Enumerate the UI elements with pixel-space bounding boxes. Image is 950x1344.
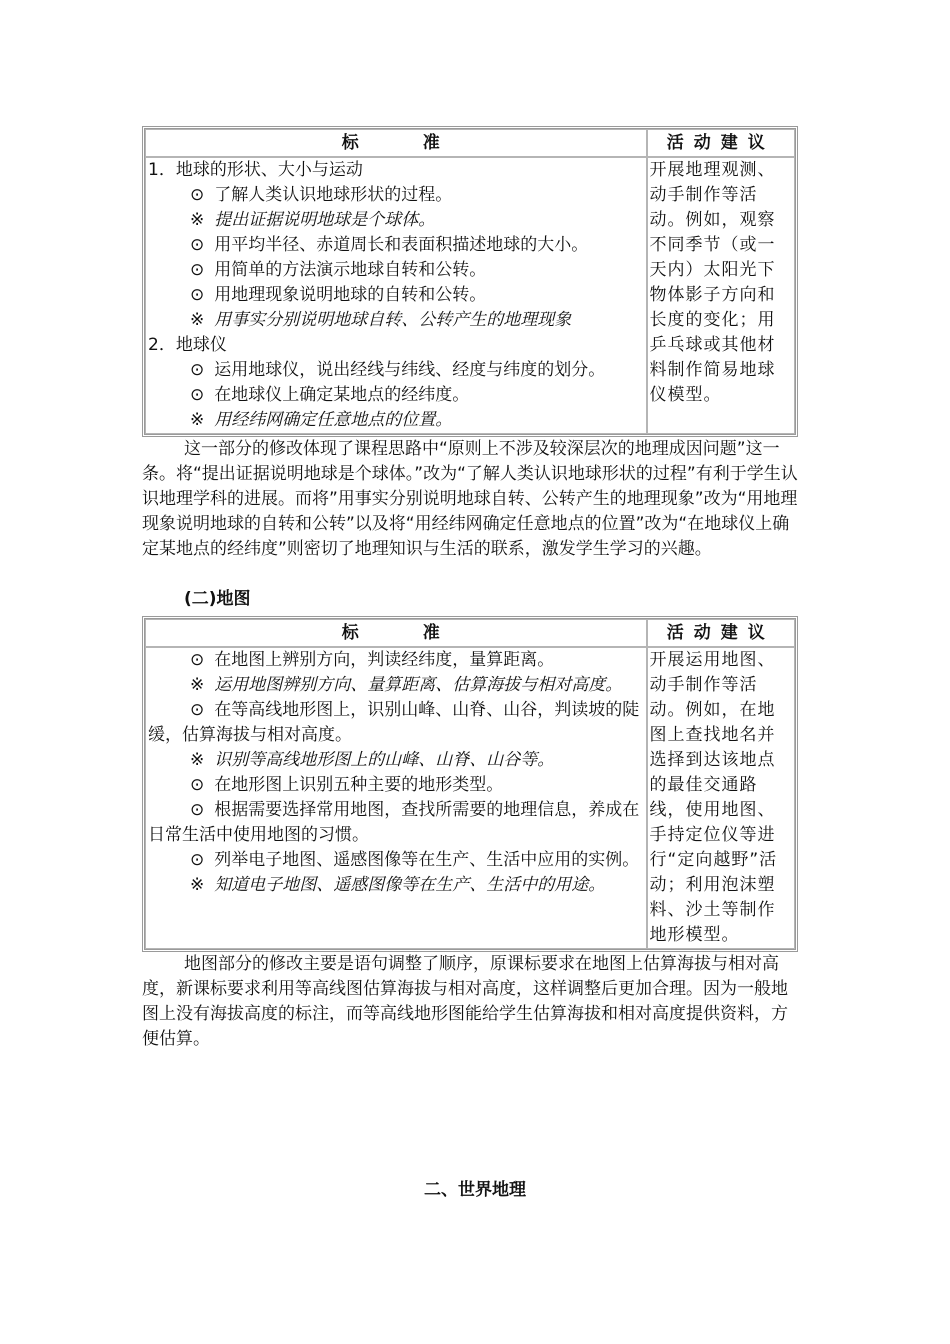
standards-cell bbox=[145, 157, 647, 434]
standard-line: ⊙ 用平均半径、赤道周长和表面积描述地球的大小。 bbox=[190, 235, 589, 255]
standard-line-elective: ※ 用经纬网确定任意地点的位置。 bbox=[190, 410, 453, 430]
header-activity: 活动建议 bbox=[647, 619, 795, 647]
section-title-map: (二)地图 bbox=[184, 589, 251, 609]
header-activity: 活动建议 bbox=[647, 129, 795, 157]
activity-suggestion-cell: 开展运用地图、动手制作等活动。例如，在地图上查找地名并选择到达该地点的最佳交通路线，使用地图、手持定位仪等进行“定向越野”活动；利用泡沫塑料、沙土等制作地形模型。 bbox=[647, 647, 795, 949]
standard-line: ⊙ 在地形图上识别五种主要的地形类型。 bbox=[190, 775, 504, 795]
paragraph-map-revision: 地图部分的修改主要是语句调整了顺序，原课标要求在地图上估算海拔与相对高度，新课标要求利用等高线图估算海拔与相对高度，这样调整后更加合理。因为一般地图上没有海拔高度的标注，而等高线地形图能给学生估算海拔和相对高度提供资料，方便估算。 bbox=[142, 954, 788, 1049]
standard-line-elective: ※ 用事实分别说明地球自转、公转产生的地理现象 bbox=[190, 310, 572, 330]
standard-line: ⊙ 运用地球仪，说出经线与纬线、经度与纬度的划分。 bbox=[190, 360, 606, 380]
activity-suggestion-cell: 开展地理观测、动手制作等活动。例如，观察不同季节（或一天内）太阳光下物体影子方向和长度的变化；用乒乓球或其他材料制作简易地球仪模型。 bbox=[647, 157, 795, 434]
standard-line-elective: ※ 运用地图辨别方向、量算距离、估算海拔与相对高度。 bbox=[190, 675, 623, 695]
document-page bbox=[142, 126, 798, 1052]
standard-line: ⊙ 根据需要选择常用地图，查找所需要的地理信息，养成在日常生活中使用地图的习惯。 bbox=[148, 800, 640, 845]
standard-line: ⊙ 用简单的方法演示地球自转和公转。 bbox=[190, 260, 487, 280]
standard-line-elective: ※ 知道电子地图、遥感图像等在生产、生活中的用途。 bbox=[190, 875, 606, 895]
header-standard: 标 准 bbox=[145, 129, 647, 157]
standard-line-elective: ※ 提出证据说明地球是个球体。 bbox=[190, 210, 436, 230]
standard-line: ⊙ 了解人类认识地球形状的过程。 bbox=[190, 185, 453, 205]
standard-line-elective: ※ 识别等高线地形图上的山峰、山脊、山谷等。 bbox=[190, 750, 555, 770]
paragraph-earth-revision: 这一部分的修改体现了课程思路中“原则上不涉及较深层次的地理成因问题”这一条。将“提出证据说明地球是个球体。”改为“了解人类认识地球形状的过程”有利于学生认识地理学科的进展。而将”用事实分别说明地球自转、公转产生的地理现象”改为“用地理现象说明地球的自转和公转”以及将“用经纬网确定任意地点的位置”改为“在地球仪上确定某地点的经纬度”则密切了地理知识与生活的联系，激发学生学习的兴趣。 bbox=[142, 439, 798, 559]
chapter-title-world-geography: 二、世界地理 bbox=[424, 1180, 526, 1200]
standards-cell bbox=[145, 647, 647, 949]
header-standard: 标 准 bbox=[145, 619, 647, 647]
standards-table-earth bbox=[142, 126, 798, 437]
standard-line: ⊙ 列举电子地图、遥感图像等在生产、生活中应用的实例。 bbox=[190, 850, 640, 870]
standard-line: ⊙ 在等高线地形图上，识别山峰、山脊、山谷，判读坡的陡缓，估算海拔与相对高度。 bbox=[148, 700, 640, 745]
standard-line: ⊙ 在地图上辨别方向，判读经纬度，量算距离。 bbox=[190, 650, 555, 670]
standards-table-map bbox=[142, 616, 798, 952]
standard-line: ⊙ 在地球仪上确定某地点的经纬度。 bbox=[190, 385, 470, 405]
standard-line: ⊙ 用地理现象说明地球的自转和公转。 bbox=[190, 285, 487, 305]
standard-line: 1．地球的形状、大小与运动 bbox=[148, 160, 363, 180]
standard-line: 2．地球仪 bbox=[148, 335, 227, 355]
